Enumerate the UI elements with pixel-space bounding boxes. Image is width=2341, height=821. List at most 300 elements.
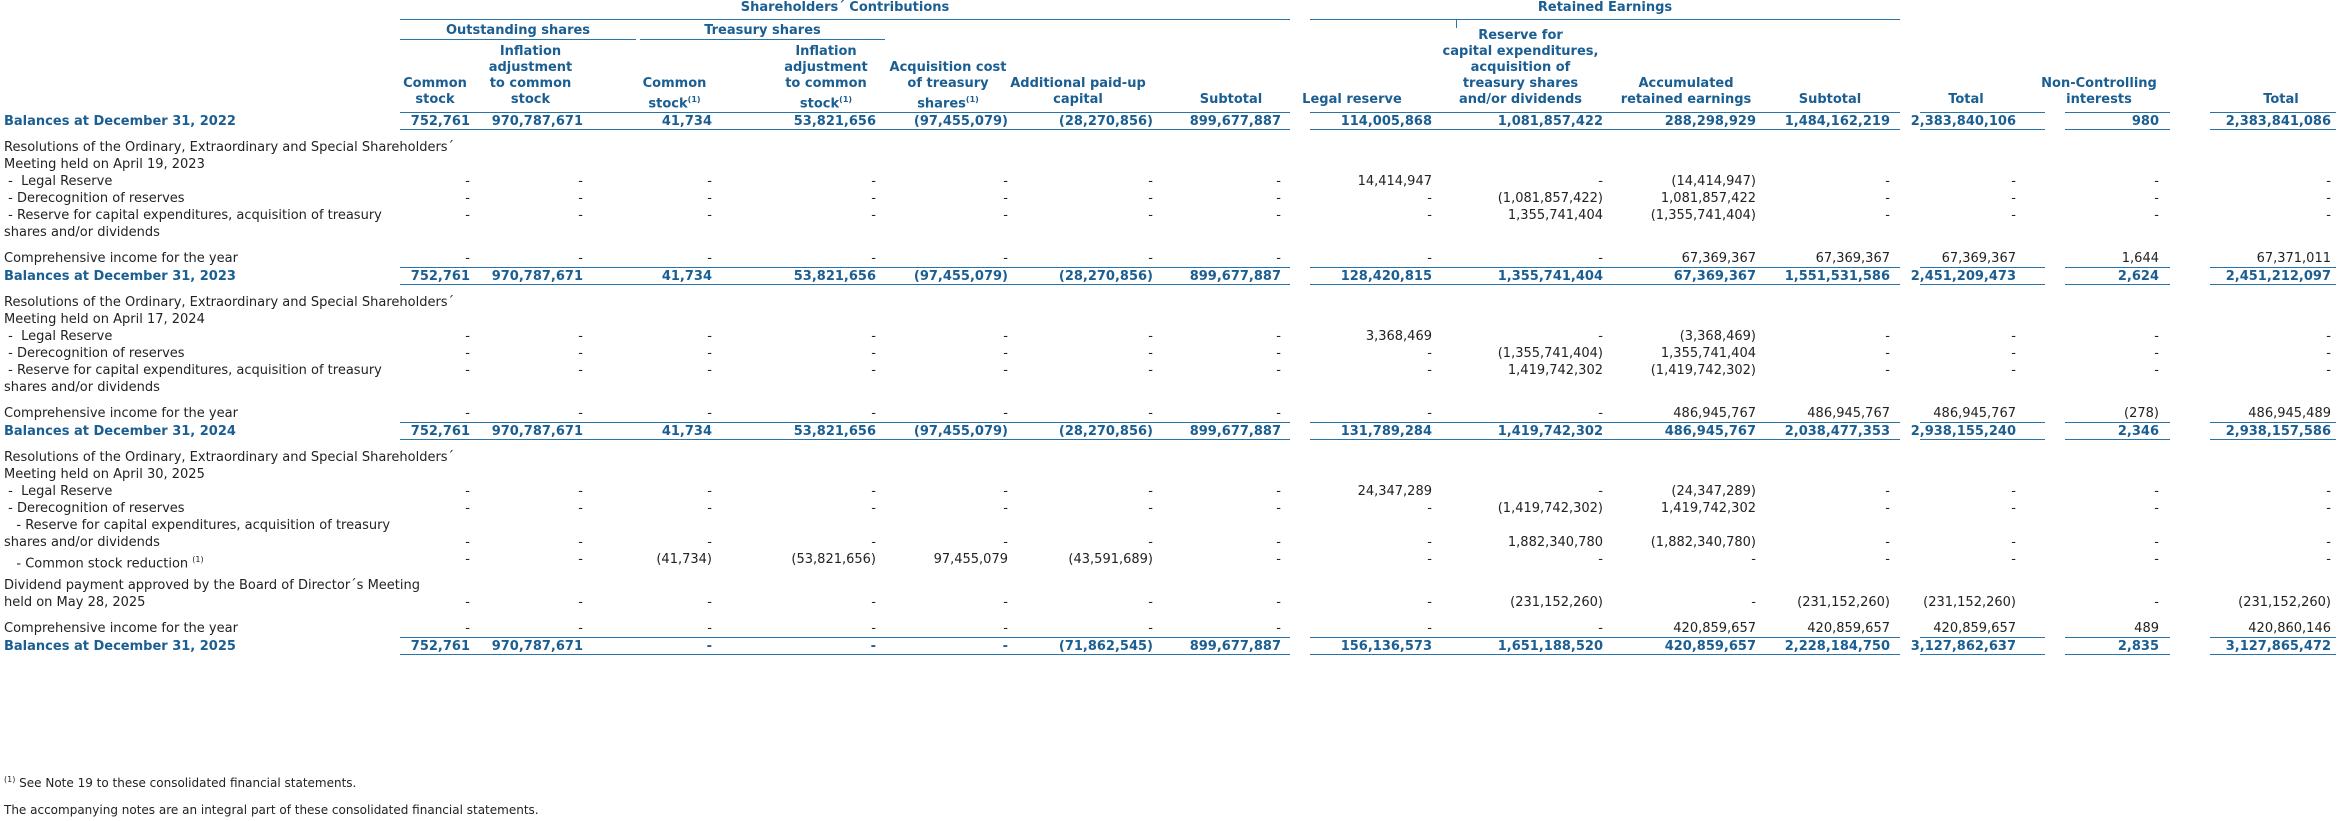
cell-col-9: 1,882,340,780 (1507, 535, 1603, 550)
cell-col-8: 14,414,947 (1357, 174, 1432, 189)
cell-col-14: 67,371,011 (2256, 251, 2331, 266)
cell-col-9: - (1598, 552, 1603, 567)
cell-col-7: - (1276, 535, 1281, 550)
row-label (4, 405, 238, 422)
cell-col-4: - (871, 595, 876, 610)
cell-col-13: - (2154, 552, 2159, 567)
group-shareholders-contributions: Shareholders´ Contributions (740, 0, 950, 15)
row-label (4, 224, 160, 241)
table-row (0, 405, 2341, 422)
row-label (4, 268, 236, 285)
row-label (4, 190, 185, 207)
cell-col-6: (28,270,856) (1058, 114, 1153, 129)
cell-col-6: - (1148, 501, 1153, 516)
cell-col-6: - (1148, 174, 1153, 189)
cell-col-12: - (2011, 174, 2016, 189)
cell-col-3: - (707, 535, 712, 550)
cell-col-12: 3,127,862,637 (1910, 639, 2016, 654)
row-label-text: - Legal Reserve (4, 484, 113, 499)
cell-col-14: 486,945,489 (2248, 406, 2331, 421)
row-label-text: - Legal Reserve (4, 174, 113, 189)
cell-col-13: - (2154, 208, 2159, 223)
row-label-text: Comprehensive income for the year (4, 251, 238, 266)
group-rule-treasury (640, 39, 885, 40)
balance-rule-bottom (400, 439, 1290, 440)
row-label (4, 620, 238, 637)
cell-col-3: 41,734 (661, 114, 712, 129)
row-label-text: Resolutions of the Ordinary, Extraordinary and Special Shareholders´ (4, 140, 455, 155)
cell-col-8: - (1427, 501, 1432, 516)
cell-col-13: - (2154, 191, 2159, 206)
cell-col-3: - (707, 595, 712, 610)
cell-col-12: - (2011, 484, 2016, 499)
cell-col-1: - (465, 535, 470, 550)
cell-col-6: - (1148, 406, 1153, 421)
cell-col-5: 97,455,079 (933, 552, 1008, 567)
balance-rule-bottom (1920, 129, 2045, 130)
cell-col-7: - (1276, 363, 1281, 378)
row-label-text: Comprehensive income for the year (4, 621, 238, 636)
cell-col-7: - (1276, 251, 1281, 266)
cell-col-10: (1,882,340,780) (1650, 535, 1756, 550)
cell-col-9: - (1598, 329, 1603, 344)
cell-col-6: (28,270,856) (1058, 269, 1153, 284)
cell-col-5: - (1003, 621, 1008, 636)
cell-col-3: - (707, 174, 712, 189)
row-label-text: Balances at December 31, 2022 (4, 114, 236, 129)
column-header-label: Legal reserve (1302, 92, 1402, 107)
cell-col-8: - (1427, 535, 1432, 550)
cell-col-4: - (871, 191, 876, 206)
row-label (4, 113, 236, 130)
text-row (0, 224, 2341, 241)
column-header-label: Common stock (403, 76, 467, 107)
cell-col-11: - (1885, 208, 1890, 223)
row-label (4, 328, 112, 345)
cell-col-9: 1,419,742,302 (1497, 424, 1603, 439)
cell-col-2: - (578, 621, 583, 636)
cell-col-12: - (2011, 208, 2016, 223)
balance-rule-bottom (1310, 284, 1900, 285)
cell-col-9: 1,419,742,302 (1507, 363, 1603, 378)
group-retained-earnings: Retained Earnings (1537, 0, 1673, 15)
cell-col-1: 752,761 (410, 114, 470, 129)
cell-col-12: - (2011, 501, 2016, 516)
cell-col-2: - (578, 363, 583, 378)
row-label (4, 449, 454, 466)
row-label-text: - Derecognition of reserves (4, 501, 185, 516)
cell-col-3: - (707, 346, 712, 361)
cell-col-1: - (465, 501, 470, 516)
cell-col-4: - (871, 174, 876, 189)
row-label-text: Comprehensive income for the year (4, 406, 238, 421)
table-row (0, 250, 2341, 267)
cell-col-6: - (1148, 329, 1153, 344)
row-label-text: - Common stock reduction (4, 556, 189, 572)
cell-col-2: - (578, 595, 583, 610)
table-row (0, 483, 2341, 500)
cell-col-13: - (2154, 501, 2159, 516)
cell-col-10: (3,368,469) (1679, 329, 1756, 344)
cell-col-14: 2,383,841,086 (2225, 114, 2331, 129)
cell-col-14: - (2326, 191, 2331, 206)
cell-col-9: (231,152,260) (1510, 595, 1603, 610)
cell-col-4: - (871, 535, 876, 550)
cell-col-6: (28,270,856) (1058, 424, 1153, 439)
cell-col-10: 1,081,857,422 (1660, 191, 1756, 206)
row-label-text: Resolutions of the Ordinary, Extraordinary and Special Shareholders´ (4, 450, 455, 465)
cell-col-6: - (1148, 535, 1153, 550)
cell-col-12: - (2011, 329, 2016, 344)
row-label (4, 517, 390, 534)
column-header-label: Reserve for capital expenditures, acquisition of treasury shares and/or dividends (1442, 28, 1599, 107)
balance-rule-bottom (2065, 439, 2170, 440)
balance-rule-bottom (1310, 129, 1900, 130)
cell-col-2: - (578, 329, 583, 344)
table-row (0, 345, 2341, 362)
cell-col-2: 970,787,671 (491, 639, 583, 654)
column-header-label: Subtotal (1199, 92, 1263, 107)
balance-rule-bottom (2210, 284, 2336, 285)
cell-col-3: - (707, 501, 712, 516)
cell-col-6: - (1148, 595, 1153, 610)
row-label-text: Meeting held on April 19, 2023 (4, 157, 205, 172)
cell-col-5: (97,455,079) (913, 424, 1008, 439)
footnote-marker: (1) (4, 775, 16, 784)
balance-rule-bottom (2210, 654, 2336, 655)
text-row (0, 517, 2341, 534)
cell-col-11: - (1885, 191, 1890, 206)
row-label-text: Meeting held on April 17, 2024 (4, 312, 205, 327)
table-row (0, 362, 2341, 379)
cell-col-10: 288,298,929 (1664, 114, 1756, 129)
cell-col-7: - (1276, 329, 1281, 344)
cell-col-10: - (1751, 552, 1756, 567)
cell-col-14: 2,451,212,097 (2225, 269, 2331, 284)
column-header-10 (1616, 76, 1756, 108)
cell-col-7: - (1276, 346, 1281, 361)
cell-col-8: - (1427, 346, 1432, 361)
cell-col-11: 486,945,767 (1807, 406, 1890, 421)
cell-col-12: 420,859,657 (1933, 621, 2016, 636)
table-row (0, 551, 2341, 572)
column-header-footnote-marker: (1) (687, 95, 701, 104)
cell-col-8: 114,005,868 (1340, 114, 1432, 129)
cell-col-5: - (1003, 191, 1008, 206)
column-header-7 (1181, 92, 1281, 108)
cell-col-5: - (1003, 174, 1008, 189)
column-header-13 (2039, 76, 2159, 108)
cell-col-10: (1,419,742,302) (1650, 363, 1756, 378)
row-label (4, 466, 205, 483)
cell-col-10: - (1751, 595, 1756, 610)
row-label-text: Balances at December 31, 2023 (4, 269, 236, 284)
cell-col-6: - (1148, 346, 1153, 361)
cell-col-4: (53,821,656) (791, 552, 876, 567)
row-label (4, 345, 185, 362)
cell-col-3: - (707, 329, 712, 344)
cell-col-7: - (1276, 621, 1281, 636)
row-label-text: shares and/or dividends (4, 225, 160, 240)
cell-col-11: - (1885, 484, 1890, 499)
balance-row (0, 113, 2341, 130)
cell-col-7: 899,677,887 (1189, 114, 1281, 129)
cell-col-5: - (1003, 346, 1008, 361)
cell-col-11: - (1885, 363, 1890, 378)
footnote-integral-part: The accompanying notes are an integral part of these consolidated financial statements. (4, 803, 539, 817)
cell-col-2: - (578, 208, 583, 223)
cell-col-2: - (578, 251, 583, 266)
footnote-text: See Note 19 to these consolidated financial statements. (15, 776, 357, 790)
text-row (0, 466, 2341, 483)
cell-col-5: (97,455,079) (913, 269, 1008, 284)
cell-col-12: 2,383,840,106 (1910, 114, 2016, 129)
cell-col-13: 2,346 (2117, 424, 2159, 439)
balance-rule-bottom (2065, 654, 2170, 655)
column-header-1 (400, 76, 470, 108)
row-label-text: Dividend payment approved by the Board of Director´s Meeting (4, 578, 420, 593)
cell-col-5: - (1003, 501, 1008, 516)
cell-col-3: - (707, 406, 712, 421)
text-row (0, 139, 2341, 156)
row-label-text: - Reserve for capital expenditures, acquisition of treasury (4, 518, 391, 533)
cell-col-2: 970,787,671 (491, 114, 583, 129)
column-header-14 (2231, 92, 2331, 108)
cell-col-2: - (578, 552, 583, 567)
cell-col-11: - (1885, 346, 1890, 361)
cell-col-14: - (2326, 346, 2331, 361)
cell-col-13: - (2154, 535, 2159, 550)
cell-col-14: - (2326, 363, 2331, 378)
cell-col-13: - (2154, 363, 2159, 378)
cell-col-6: - (1148, 363, 1153, 378)
group-rule-retained (1310, 19, 1900, 20)
column-header-label: Acquisition cost of treasury shares (889, 60, 1007, 112)
cell-col-13: (278) (2124, 406, 2159, 421)
cell-col-11: 1,551,531,586 (1784, 269, 1890, 284)
cell-col-14: 420,860,146 (2248, 621, 2331, 636)
cell-col-6: - (1148, 484, 1153, 499)
cell-col-4: 53,821,656 (793, 269, 876, 284)
row-label (4, 294, 454, 311)
table-row (0, 190, 2341, 207)
cell-col-12: 2,938,155,240 (1910, 424, 2016, 439)
column-header-8 (1272, 92, 1432, 108)
row-label (4, 250, 238, 267)
row-label (4, 534, 160, 551)
cell-col-9: (1,355,741,404) (1497, 346, 1603, 361)
column-header-label: Non-Controlling interests (2041, 76, 2157, 107)
cell-col-8: 156,136,573 (1340, 639, 1432, 654)
cell-col-11: - (1885, 501, 1890, 516)
cell-col-5: - (1003, 484, 1008, 499)
balance-rule-bottom (400, 284, 1290, 285)
balance-rule-bottom (2210, 129, 2336, 130)
cell-col-4: - (871, 501, 876, 516)
cell-col-10: 1,419,742,302 (1660, 501, 1756, 516)
cell-col-9: (1,419,742,302) (1497, 501, 1603, 516)
row-label (4, 379, 160, 396)
group-rule-outstanding (400, 39, 636, 40)
cell-col-2: - (578, 501, 583, 516)
cell-col-3: - (706, 639, 712, 654)
cell-col-4: - (870, 639, 876, 654)
column-header-label: Total (2263, 92, 2299, 107)
cell-col-1: - (465, 174, 470, 189)
row-label-text: - Reserve for capital expenditures, acquisition of treasury (4, 363, 382, 378)
balance-row (0, 638, 2341, 655)
row-label (4, 139, 454, 156)
cell-col-1: 752,761 (410, 269, 470, 284)
column-header-footnote-marker: (1) (965, 95, 979, 104)
cell-col-13: - (2154, 595, 2159, 610)
cell-col-2: 970,787,671 (491, 424, 583, 439)
row-label-text: held on May 28, 2025 (4, 595, 146, 610)
cell-col-13: 980 (2131, 114, 2159, 129)
cell-col-4: 53,821,656 (793, 114, 876, 129)
cell-col-13: - (2154, 346, 2159, 361)
cell-col-3: - (707, 191, 712, 206)
cell-col-9: 1,355,741,404 (1497, 269, 1603, 284)
cell-col-8: 24,347,289 (1357, 484, 1432, 499)
cell-col-6: - (1148, 251, 1153, 266)
cell-col-8: - (1427, 552, 1432, 567)
header-divider-tick (1456, 20, 1457, 28)
row-label-text: - Derecognition of reserves (4, 191, 185, 206)
cell-col-6: (43,591,689) (1068, 552, 1153, 567)
cell-col-10: 486,945,767 (1664, 424, 1756, 439)
cell-col-1: - (465, 208, 470, 223)
row-label-text: shares and/or dividends (4, 380, 160, 395)
row-label-text: - Derecognition of reserves (4, 346, 185, 361)
cell-col-13: 2,624 (2117, 269, 2159, 284)
balance-rule-bottom (1310, 654, 1900, 655)
cell-col-11: 2,038,477,353 (1784, 424, 1890, 439)
column-header-12 (1916, 92, 2016, 108)
cell-col-2: - (578, 346, 583, 361)
row-label (4, 311, 205, 328)
column-header-11 (1770, 92, 1890, 108)
cell-col-12: - (2011, 552, 2016, 567)
cell-col-1: - (465, 191, 470, 206)
cell-col-3: - (707, 621, 712, 636)
cell-col-9: (1,081,857,422) (1497, 191, 1603, 206)
cell-col-11: 1,484,162,219 (1784, 114, 1890, 129)
column-header-label: Common stock (642, 76, 707, 112)
cell-col-8: - (1427, 363, 1432, 378)
column-header-label: Accumulated retained earnings (1620, 76, 1752, 107)
cell-col-6: - (1148, 621, 1153, 636)
cell-col-1: - (465, 363, 470, 378)
cell-col-4: 53,821,656 (793, 424, 876, 439)
cell-col-1: - (465, 484, 470, 499)
cell-col-2: 970,787,671 (491, 269, 583, 284)
cell-col-3: 41,734 (661, 269, 712, 284)
text-row (0, 156, 2341, 173)
cell-col-7: 899,677,887 (1189, 424, 1281, 439)
balance-rule-bottom (400, 129, 1290, 130)
table-row (0, 207, 2341, 224)
cell-col-6: - (1148, 208, 1153, 223)
cell-col-1: - (465, 329, 470, 344)
cell-col-2: - (578, 191, 583, 206)
cell-col-14: - (2326, 174, 2331, 189)
column-header-4 (776, 44, 876, 112)
cell-col-5: - (1003, 251, 1008, 266)
cell-col-2: - (578, 535, 583, 550)
row-label-text: Resolutions of the Ordinary, Extraordinary and Special Shareholders´ (4, 295, 455, 310)
cell-col-1: - (465, 346, 470, 361)
cell-col-7: - (1276, 501, 1281, 516)
row-label (4, 423, 236, 440)
table-row (0, 328, 2341, 345)
balance-rule-bottom (2065, 284, 2170, 285)
text-row (0, 311, 2341, 328)
cell-col-5: - (1003, 363, 1008, 378)
cell-col-14: (231,152,260) (2238, 595, 2331, 610)
cell-col-11: 67,369,367 (1815, 251, 1890, 266)
row-footnote-marker: (1) (192, 555, 204, 564)
cell-col-14: - (2326, 552, 2331, 567)
cell-col-9: - (1598, 174, 1603, 189)
table-row (0, 173, 2341, 190)
table-row (0, 500, 2341, 517)
cell-col-6: (71,862,545) (1058, 639, 1153, 654)
row-label-text: Balances at December 31, 2024 (4, 424, 236, 439)
cell-col-10: 486,945,767 (1673, 406, 1756, 421)
group-rule-contributions (400, 19, 1290, 20)
row-label-text: shares and/or dividends (4, 535, 160, 550)
cell-col-9: 1,355,741,404 (1507, 208, 1603, 223)
column-header-label: Inflation adjustment to common stock (488, 44, 573, 107)
cell-col-8: - (1427, 406, 1432, 421)
cell-col-7: - (1276, 174, 1281, 189)
cell-col-8: - (1427, 191, 1432, 206)
cell-col-11: 2,228,184,750 (1784, 639, 1890, 654)
cell-col-10: 420,859,657 (1673, 621, 1756, 636)
cell-col-12: - (2011, 535, 2016, 550)
group-treasury-shares: Treasury shares (704, 23, 821, 38)
table-row (0, 620, 2341, 637)
balance-rule-bottom (1920, 439, 2045, 440)
cell-col-2: - (578, 406, 583, 421)
cell-col-3: 41,734 (661, 424, 712, 439)
row-label (4, 173, 112, 190)
cell-col-1: - (465, 406, 470, 421)
cell-col-14: - (2326, 208, 2331, 223)
text-row (0, 577, 2341, 594)
row-label (4, 551, 204, 572)
cell-col-3: - (707, 251, 712, 266)
cell-col-11: 420,859,657 (1807, 621, 1890, 636)
text-row (0, 449, 2341, 466)
cell-col-5: (97,455,079) (913, 114, 1008, 129)
cell-col-7: - (1276, 595, 1281, 610)
cell-col-10: 67,369,367 (1681, 251, 1756, 266)
cell-col-13: - (2154, 484, 2159, 499)
cell-col-10: (14,414,947) (1671, 174, 1756, 189)
cell-col-4: - (871, 208, 876, 223)
column-header-3 (637, 76, 712, 112)
row-label-text: - Legal Reserve (4, 329, 113, 344)
cell-col-11: - (1885, 552, 1890, 567)
cell-col-9: 1,651,188,520 (1497, 639, 1603, 654)
cell-col-4: - (871, 406, 876, 421)
column-header-footnote-marker: (1) (839, 95, 853, 104)
cell-col-14: - (2326, 535, 2331, 550)
cell-col-7: 899,677,887 (1189, 639, 1281, 654)
cell-col-9: - (1598, 406, 1603, 421)
